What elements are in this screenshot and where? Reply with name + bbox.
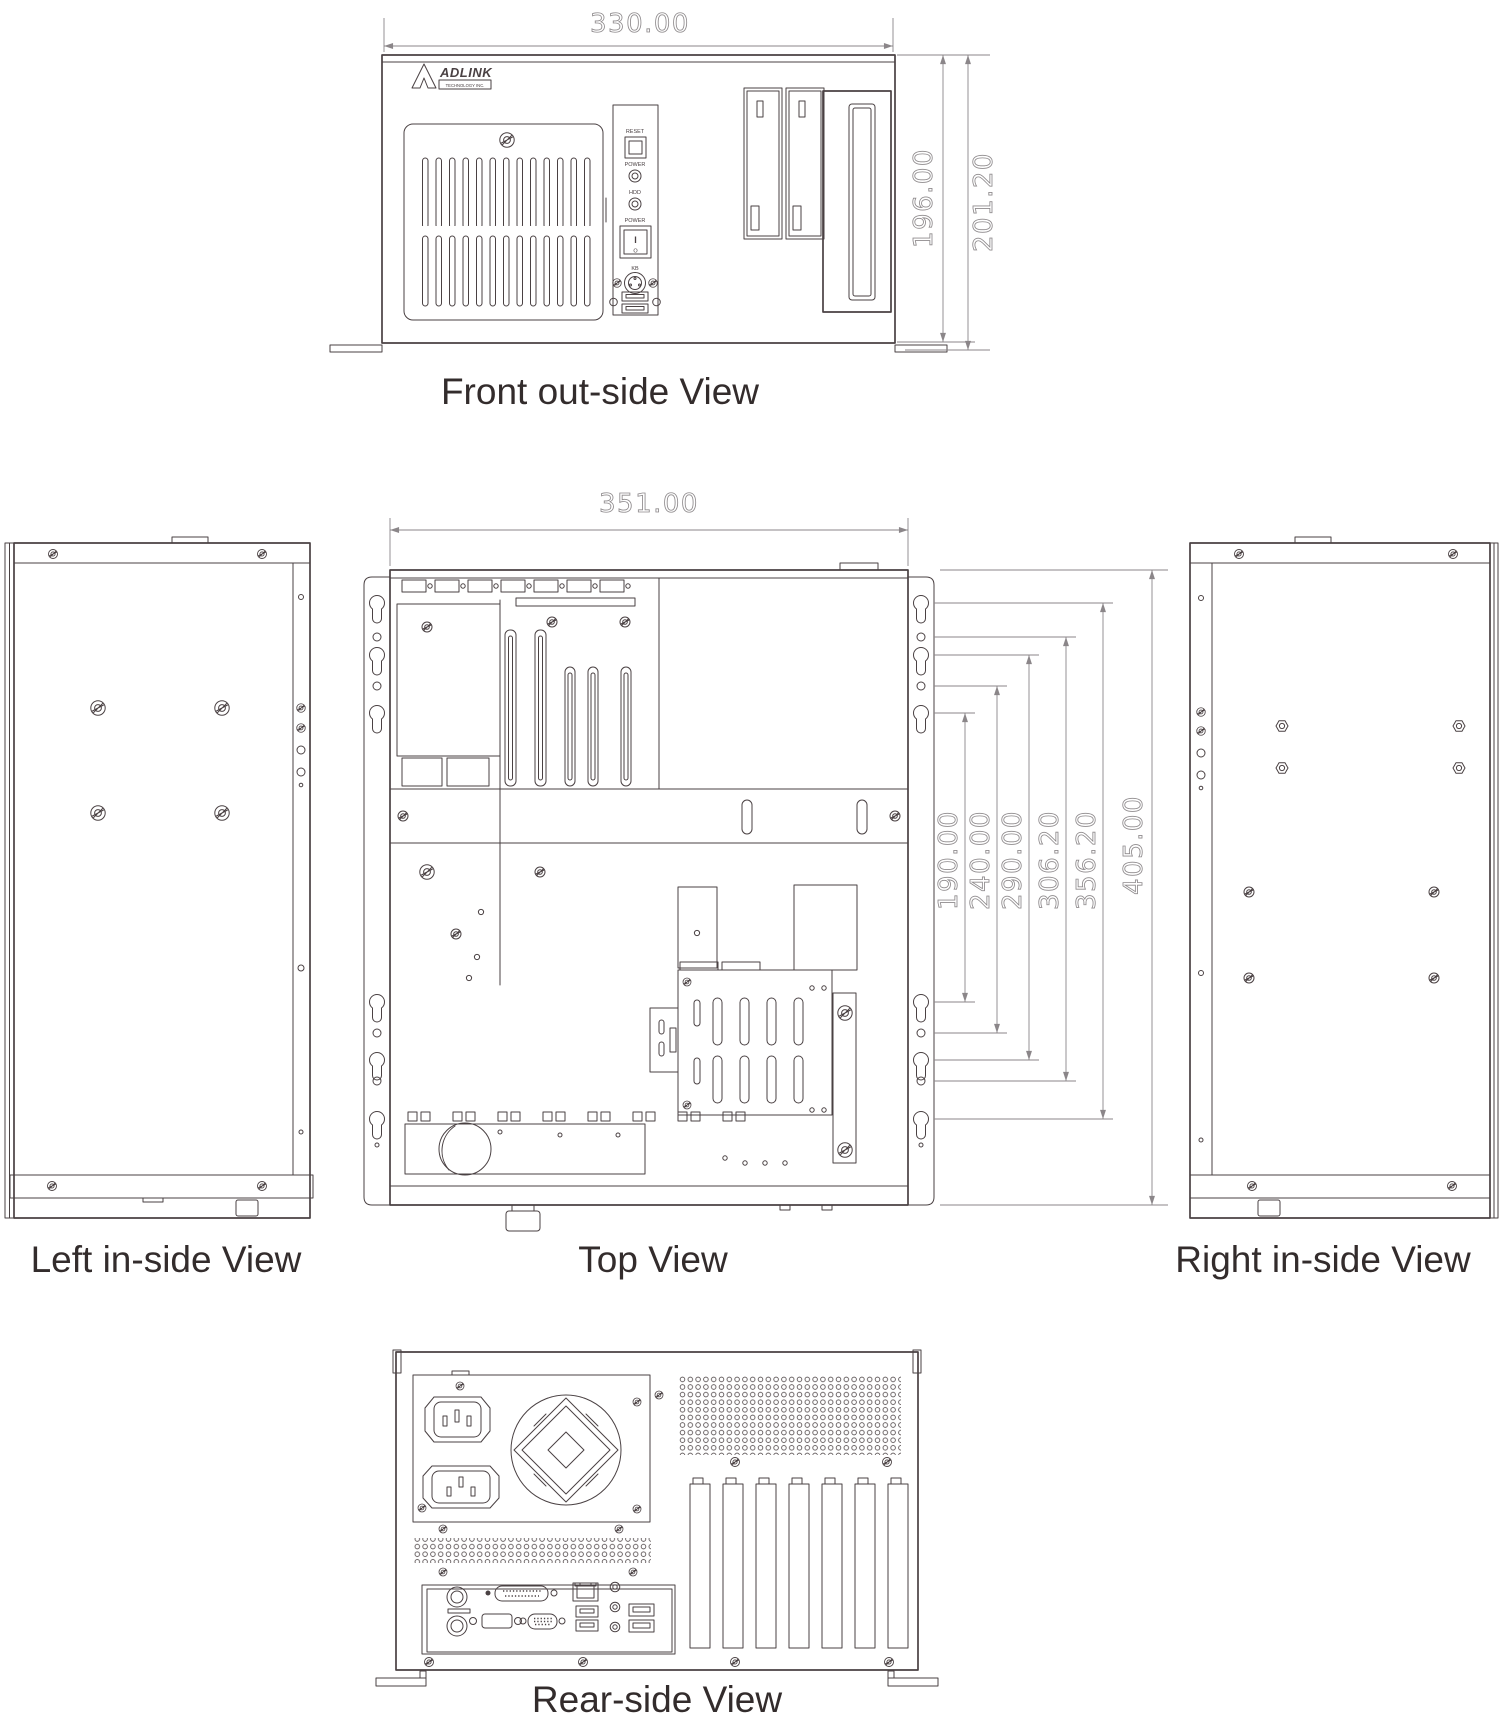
rear-foot-left: [376, 1678, 426, 1686]
dim-mount-5: 356.20: [1072, 810, 1102, 910]
right-panel-outline: [1190, 543, 1490, 1218]
adlink-logo-text: ADLINK: [440, 65, 493, 80]
right-view-foot: [1258, 1200, 1280, 1216]
mounting-flange-right: [908, 577, 934, 1205]
vga-port[interactable]: [520, 1614, 565, 1629]
adlink-logo: [412, 64, 493, 89]
ps2-ports[interactable]: [447, 1587, 470, 1636]
mounting-flange-left: [364, 577, 390, 1205]
clip-row: [408, 1112, 745, 1121]
audio-jacks[interactable]: [610, 1582, 620, 1632]
top-chassis-outline: [390, 570, 908, 1205]
switch-off-symbol: O: [633, 248, 638, 255]
reset-label: RESET: [625, 129, 645, 135]
usb-ports-front[interactable]: [610, 292, 661, 313]
io-panel: [422, 1582, 675, 1654]
hdd-led-label: HDD: [629, 190, 641, 196]
dvi-port[interactable]: [470, 1614, 522, 1628]
dim-mount-4: 306.20: [1035, 810, 1065, 910]
rear-view-label: Rear-side View: [531, 1679, 783, 1718]
left-view-foot: [236, 1200, 258, 1216]
psu: [413, 1371, 650, 1522]
rear-foot-right: [888, 1678, 938, 1686]
ac-inlet[interactable]: [425, 1397, 490, 1442]
front-view-label: Front out-side View: [440, 371, 760, 412]
fdd-bay-1: [744, 88, 782, 239]
keyboard-label: KB: [631, 266, 639, 272]
rear-vent-grid: [679, 1375, 901, 1455]
psu-fan-grille: [511, 1395, 621, 1505]
power-led: [629, 170, 641, 182]
usb-stack-1[interactable]: [576, 1606, 598, 1631]
ethernet-port[interactable]: [573, 1583, 598, 1601]
front-control-panel: [610, 105, 661, 315]
cdrom-bay: [823, 91, 891, 312]
mount-dimensions: [934, 570, 1168, 1205]
fdd-bay-2: [786, 88, 824, 239]
fan-tray: [405, 1123, 645, 1175]
drive-cage: [650, 970, 856, 1163]
adlink-logo-subtext: TECHNOLOGY INC.: [445, 83, 485, 88]
power-switch-label: POWER: [624, 218, 646, 224]
ac-outlet[interactable]: [423, 1466, 499, 1508]
top-view-label: Top View: [578, 1239, 728, 1280]
right-view-label: Right in-side View: [1175, 1239, 1471, 1280]
dim-mount-1: 190.00: [934, 810, 964, 910]
usb-stack-2[interactable]: [629, 1604, 654, 1632]
dim-front-total-height: 201.20: [969, 152, 999, 252]
power-switch[interactable]: [620, 226, 651, 258]
mid-vent-strip: [414, 1538, 651, 1563]
hdd-led: [629, 198, 641, 210]
card-slots: [505, 630, 631, 786]
dim-mount-2: 240.00: [966, 810, 996, 910]
view-left: [5, 537, 313, 1280]
right-panel-screw-holes: [1244, 721, 1465, 983]
top-view-foot: [506, 1211, 540, 1231]
view-rear: [376, 1350, 938, 1718]
front-vent-panel: [404, 124, 606, 320]
dim-depth: 405.00: [1119, 795, 1149, 895]
view-right: [1175, 537, 1498, 1280]
dim-front-width: 330.00: [590, 9, 690, 39]
vent-slots-lower: [416, 234, 591, 308]
dim-front-height: 196.00: [909, 148, 939, 248]
switch-on-symbol: I: [634, 235, 637, 245]
view-front: [330, 9, 999, 412]
dim-top-width: 351.00: [599, 489, 699, 519]
left-panel-outline: [14, 543, 310, 1218]
top-view-interior: [390, 578, 908, 1231]
front-foot-right: [895, 345, 947, 352]
power-led-label: POWER: [624, 162, 646, 168]
dim-mount-3: 290.00: [998, 810, 1028, 910]
left-view-label: Left in-side View: [30, 1239, 302, 1280]
front-foot-left: [330, 345, 382, 352]
left-panel-screw-holes: [91, 701, 229, 820]
expansion-slot-covers: [690, 1478, 908, 1648]
ps2-keyboard-connector[interactable]: [613, 273, 658, 294]
view-top: [364, 489, 1168, 1280]
reset-button[interactable]: [625, 137, 646, 158]
parallel-port[interactable]: [495, 1586, 557, 1601]
cross-brace: [390, 789, 908, 843]
vent-slots-upper: [416, 152, 591, 226]
